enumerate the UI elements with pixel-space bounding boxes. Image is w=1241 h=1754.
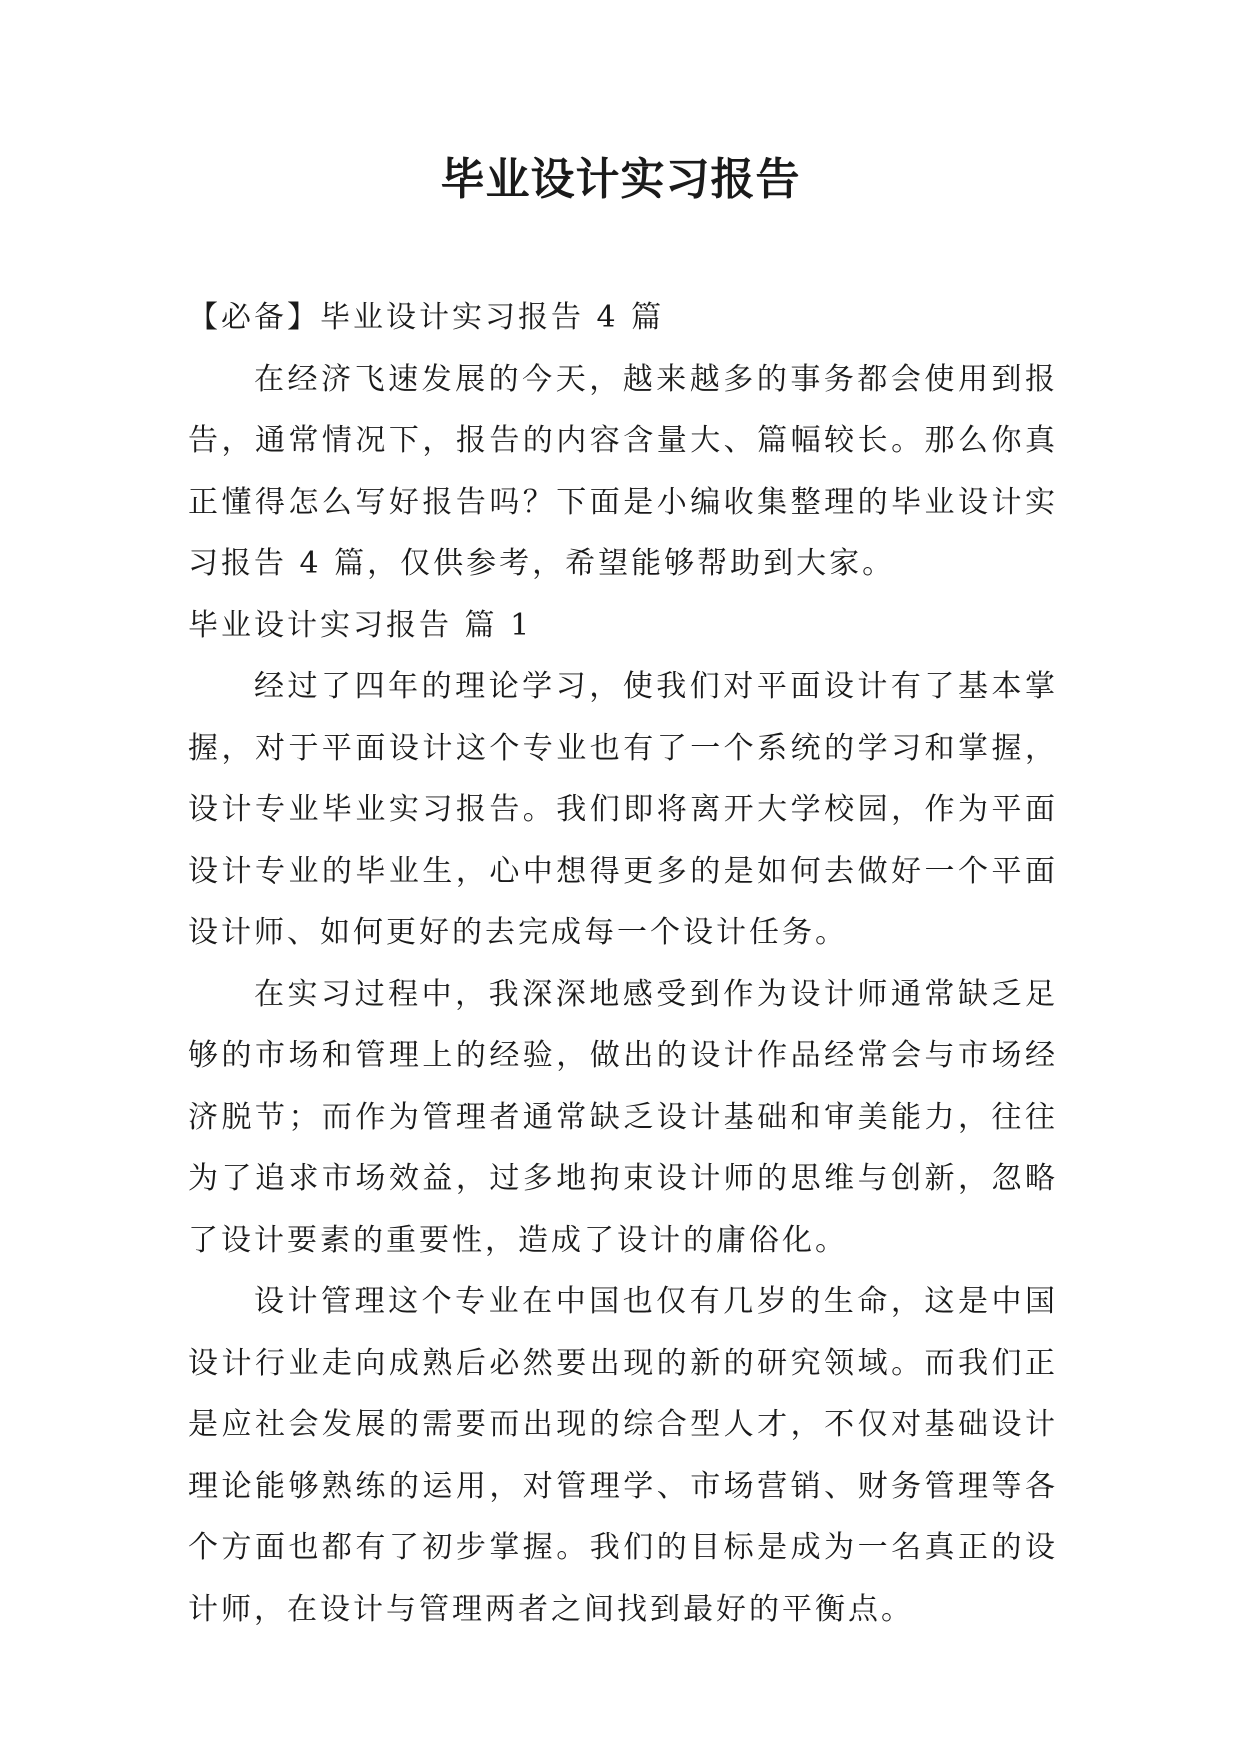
body-paragraph: 经过了四年的理论学习，使我们对平面设计有了基本掌握，对于平面设计这个专业也有了一个系统的学习和掌握，设计专业毕业实习报告。我们即将离开大学校园，作为平面设计专业的毕业生，心中想得更多的是如何去做好一个平面设计师、如何更好的去完成每一个设计任务。: [188, 669, 1058, 950]
document-subtitle: 【必备】毕业设计实习报告 4 篇: [188, 300, 665, 335]
intro-paragraph: 在经济飞速发展的今天，越来越多的事务都会使用到报告，通常情况下，报告的内容含量大、篇幅较长。那么你真正懂得怎么写好报告吗？下面是小编收集整理的毕业设计实习报告 4 篇，仅供参考，希望能够帮助到大家。: [188, 361, 1058, 581]
body-paragraph: 设计管理这个专业在中国也仅有几岁的生命，这是中国设计行业走向成熟后必然要出现的新的研究领域。而我们正是应社会发展的需要而出现的综合型人才，不仅对基础设计理论能够熟练的运用，对管理学、市场营销、财务管理等各个方面也都有了初步掌握。我们的目标是成为一名真正的设计师，在设计与管理两者之间找到最好的平衡点。: [188, 1284, 1058, 1627]
document-title: 毕业设计实习报告: [440, 154, 801, 205]
body-paragraph: 在实习过程中，我深深地感受到作为设计师通常缺乏足够的市场和管理上的经验，做出的设计作品经常会与市场经济脱节；而作为管理者通常缺乏设计基础和审美能力，往往为了追求市场效益，过多地拘束设计师的思维与创新，忽略了设计要素的重要性，造成了设计的庸俗化。: [188, 976, 1058, 1258]
section-heading: 毕业设计实习报告 篇 1: [188, 607, 533, 643]
document-body: [188, 287, 1058, 1640]
